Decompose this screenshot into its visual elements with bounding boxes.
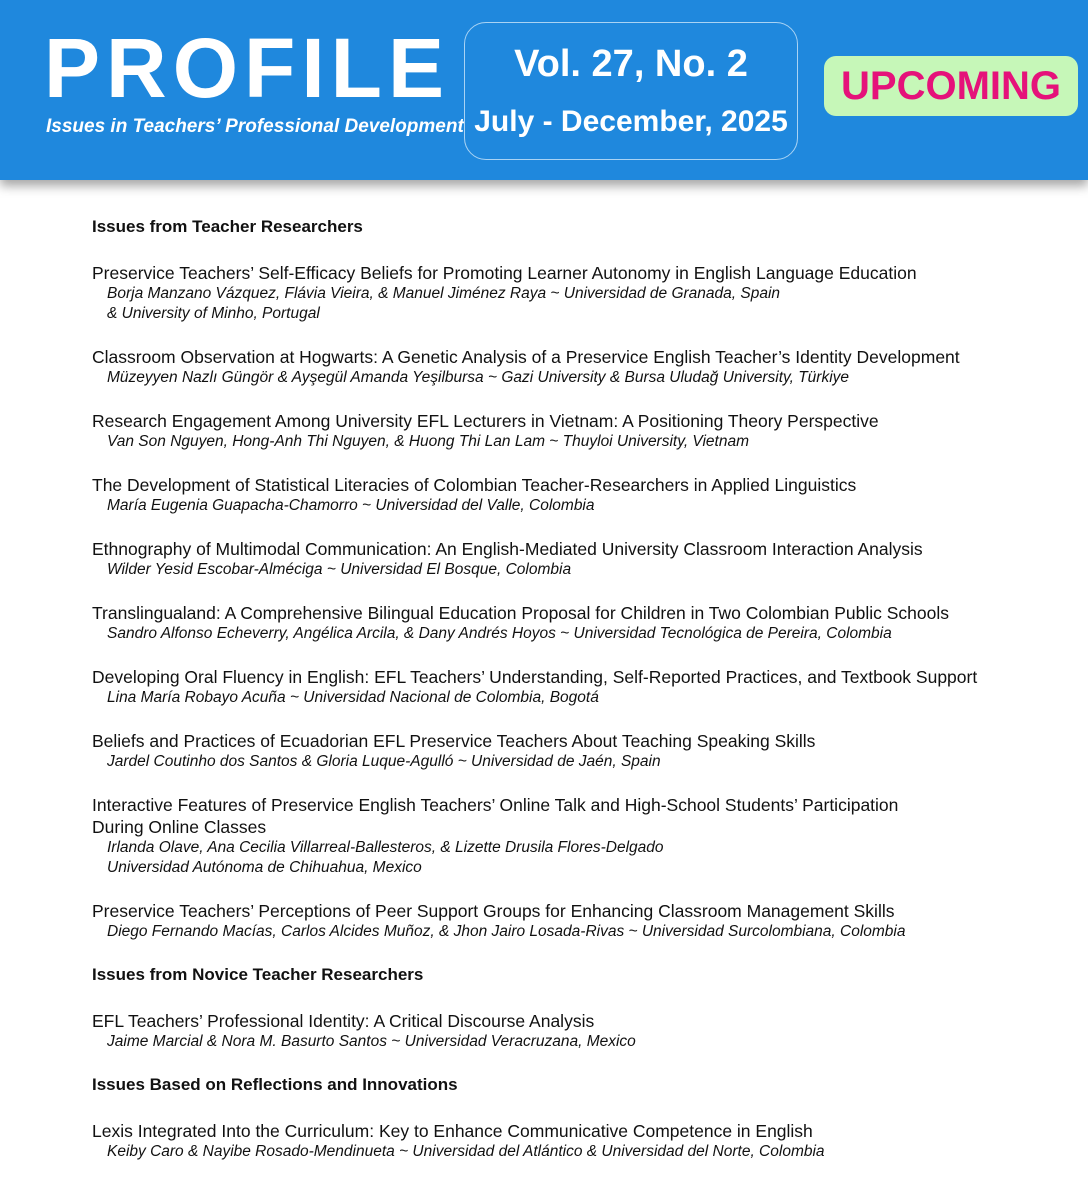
author-line: Sandro Alfonso Echeverry, Angélica Arcila, & Dany Andrés Hoyos ~ Universidad Tecnológica de Pereira, Colombia — [107, 625, 892, 642]
article-title[interactable]: Beliefs and Practices of Ecuadorian EFL Preservice Teachers About Teaching Speaking Skills — [92, 731, 816, 751]
article-authors — [92, 1032, 1072, 1052]
table-of-contents — [92, 216, 1072, 1184]
article-authors — [92, 838, 1072, 878]
article-entry — [92, 1120, 1072, 1162]
article-entry — [92, 410, 1072, 452]
journal-title: PROFILE — [44, 21, 451, 115]
article-authors — [92, 688, 1072, 708]
section-heading: Issues from Teacher Researchers — [92, 217, 363, 236]
author-line: Jardel Coutinho dos Santos & Gloria Luque-Agulló ~ Universidad de Jaén, Spain — [107, 753, 661, 770]
header-banner — [0, 0, 1088, 180]
volume-number: Vol. 27, No. 2 — [514, 43, 748, 85]
author-line: Diego Fernando Macías, Carlos Alcides Muñoz, & Jhon Jairo Losada-Rivas ~ Universidad Surcolombiana, Colombia — [107, 923, 906, 940]
article-entry — [92, 900, 1072, 942]
article-authors — [92, 922, 1072, 942]
article-entry — [92, 1010, 1072, 1052]
author-line: Jaime Marcial & Nora M. Basurto Santos ~ Universidad Veracruzana, Mexico — [107, 1033, 636, 1050]
author-line: Universidad Autónoma de Chihuahua, Mexico — [107, 859, 422, 876]
section-heading: Issues Based on Reflections and Innovations — [92, 1075, 458, 1094]
article-entry — [92, 474, 1072, 516]
article-authors — [92, 368, 1072, 388]
author-line: Van Son Nguyen, Hong-Anh Thi Nguyen, & Huong Thi Lan Lam ~ Thuyloi University, Vietnam — [107, 433, 750, 450]
article-title[interactable]: Translingualand: A Comprehensive Bilingual Education Proposal for Children in Two Colombian Public Schools — [92, 603, 950, 623]
author-line: Müzeyyen Nazlı Güngör & Ayşegül Amanda Yeşilbursa ~ Gazi University & Bursa Uludağ University, Türkiye — [107, 369, 850, 386]
article-title[interactable]: Ethnography of Multimodal Communication: An English-Mediated University Classroom Interaction Analysis — [92, 539, 923, 559]
article-title[interactable]: Interactive Features of Preservice English Teachers’ Online Talk and High-School Students’ Participation During Online Classes — [92, 795, 899, 837]
article-authors — [92, 284, 1072, 324]
author-line: María Eugenia Guapacha-Chamorro ~ Universidad del Valle, Colombia — [107, 497, 595, 514]
article-entry — [92, 666, 1072, 708]
author-line: & University of Minho, Portugal — [107, 305, 320, 322]
article-authors — [92, 624, 1072, 644]
article-entry — [92, 602, 1072, 644]
article-entry — [92, 262, 1072, 324]
article-authors — [92, 496, 1072, 516]
article-title[interactable]: EFL Teachers’ Professional Identity: A Critical Discourse Analysis — [92, 1011, 595, 1031]
article-title[interactable]: Lexis Integrated Into the Curriculum: Key to Enhance Communicative Competence in English — [92, 1121, 813, 1141]
article-entry — [92, 346, 1072, 388]
upcoming-badge: UPCOMING — [824, 56, 1078, 116]
author-line: Lina María Robayo Acuña ~ Universidad Nacional de Colombia, Bogotá — [107, 689, 599, 706]
article-title[interactable]: Classroom Observation at Hogwarts: A Genetic Analysis of a Preservice English Teacher’s Identity Development — [92, 347, 960, 367]
author-line: Borja Manzano Vázquez, Flávia Vieira, & Manuel Jiménez Raya ~ Universidad de Granada, Spain — [107, 285, 781, 302]
publication-dates: July - December, 2025 — [474, 105, 788, 138]
author-line: Wilder Yesid Escobar-Alméciga ~ Universidad El Bosque, Colombia — [107, 561, 572, 578]
journal-subtitle: Issues in Teachers’ Professional Development — [46, 116, 464, 137]
article-authors — [92, 560, 1072, 580]
article-authors — [92, 1142, 1072, 1162]
author-line: Irlanda Olave, Ana Cecilia Villarreal-Ballesteros, & Lizette Drusila Flores-Delgado — [107, 839, 664, 856]
article-title[interactable]: Preservice Teachers’ Self-Efficacy Beliefs for Promoting Learner Autonomy in English Language Education — [92, 263, 917, 283]
author-line: Keiby Caro & Nayibe Rosado-Mendinueta ~ Universidad del Atlántico & Universidad del Norte, Colombia — [107, 1143, 825, 1160]
section-heading: Issues from Novice Teacher Researchers — [92, 965, 424, 984]
article-authors — [92, 432, 1072, 452]
article-entry — [92, 794, 1072, 878]
article-authors — [92, 752, 1072, 772]
article-entry — [92, 538, 1072, 580]
article-title[interactable]: Research Engagement Among University EFL Lecturers in Vietnam: A Positioning Theory Perspective — [92, 411, 879, 431]
article-title[interactable]: Developing Oral Fluency in English: EFL Teachers’ Understanding, Self-Reported Practices, and Textbook Support — [92, 667, 978, 687]
article-title[interactable]: Preservice Teachers’ Perceptions of Peer Support Groups for Enhancing Classroom Management Skills — [92, 901, 895, 921]
article-entry — [92, 730, 1072, 772]
article-title[interactable]: The Development of Statistical Literacies of Colombian Teacher-Researchers in Applied Linguistics — [92, 475, 857, 495]
volume-box — [464, 22, 798, 160]
